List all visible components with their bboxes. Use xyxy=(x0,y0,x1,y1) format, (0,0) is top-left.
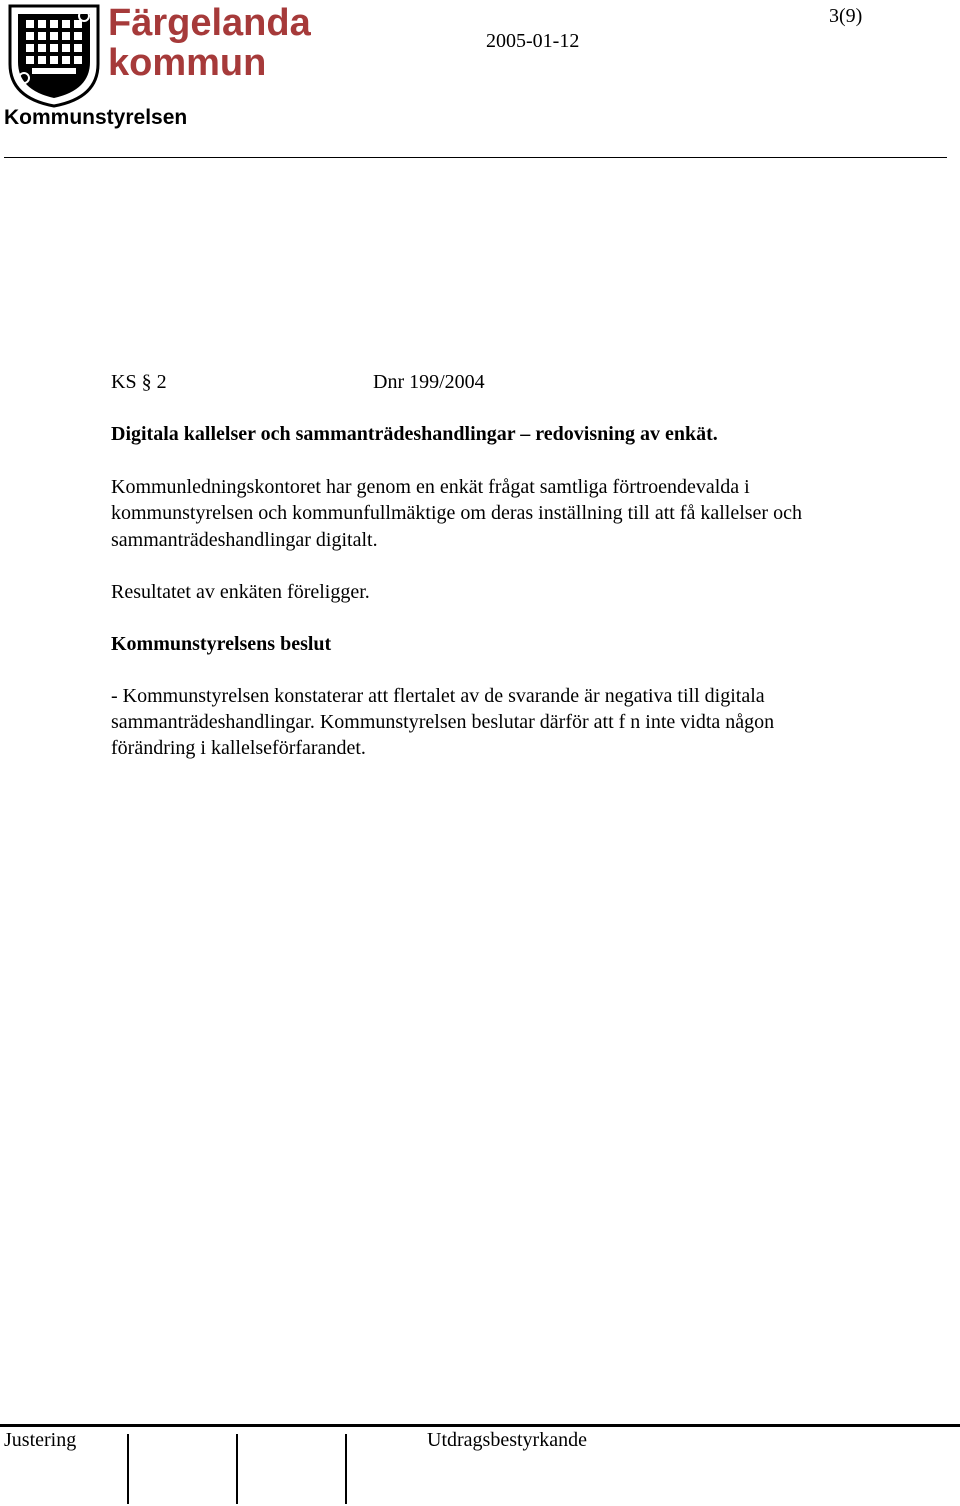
decision-line: - Kommunstyrelsen konstaterar att flertalet av de svarande är negativa till digitala xyxy=(111,685,765,707)
signature-box-divider xyxy=(127,1434,129,1504)
page-number: 3(9) xyxy=(829,5,863,27)
decision-line: förändring i kallelseförfarandet. xyxy=(111,737,366,759)
paragraph-line: sammanträdeshandlingar digitalt. xyxy=(111,529,378,551)
document-date: 2005-01-12 xyxy=(486,30,580,52)
decision-heading: Kommunstyrelsens beslut xyxy=(111,633,332,655)
utdragsbestyrkande-label: Utdragsbestyrkande xyxy=(427,1429,587,1451)
signature-box-divider xyxy=(345,1434,347,1504)
logo-text-line2: kommun xyxy=(108,42,267,84)
paragraph-line: kommunstyrelsen och kommunfullmäktige om deras inställning till att få kallelser och xyxy=(111,502,802,524)
municipality-logo xyxy=(4,2,311,108)
footer-divider xyxy=(0,1424,960,1427)
header-divider xyxy=(4,157,947,158)
department-name: Kommunstyrelsen xyxy=(4,106,188,129)
result-paragraph: Resultatet av enkäten föreligger. xyxy=(111,581,370,603)
justering-label: Justering xyxy=(4,1429,77,1451)
ks-number: KS § 2 xyxy=(111,371,167,393)
signature-box-divider xyxy=(236,1434,238,1504)
coat-of-arms-icon xyxy=(4,2,104,108)
decision-line: sammanträdeshandlingar. Kommunstyrelsen beslutar därför att f n inte vidta någon xyxy=(111,711,775,733)
item-title: Digitala kallelser och sammanträdeshandlingar – redovisning av enkät. xyxy=(111,423,718,445)
logo-text-line1: Färgelanda xyxy=(108,2,311,44)
paragraph-line: Kommunledningskontoret har genom en enkät frågat samtliga förtroendevalda i xyxy=(111,476,750,498)
diary-number: Dnr 199/2004 xyxy=(373,371,485,393)
